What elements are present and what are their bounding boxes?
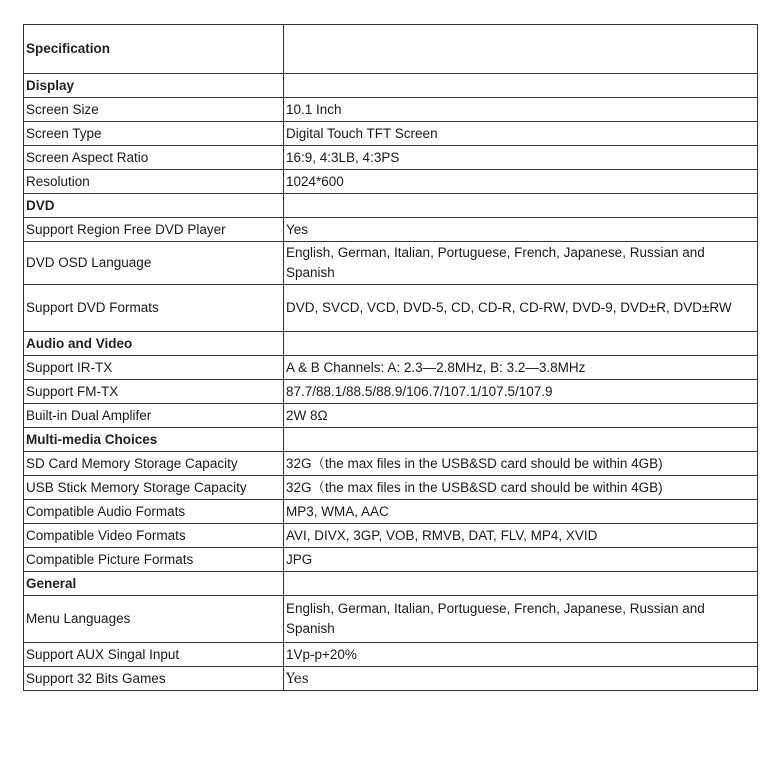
section-heading: General (24, 572, 284, 596)
spec-value: Yes (284, 218, 758, 242)
spec-label: SD Card Memory Storage Capacity (24, 452, 284, 476)
spec-value: 32G（the max files in the USB&SD card should be within 4GB) (284, 476, 758, 500)
spec-label: Screen Aspect Ratio (24, 146, 284, 170)
spec-value: 2W 8Ω (284, 404, 758, 428)
spec-label: Support FM-TX (24, 380, 284, 404)
table-row (24, 285, 758, 332)
table-row (24, 667, 758, 691)
section-blank (284, 572, 758, 596)
section-row-general (24, 572, 758, 596)
spec-value: 1024*600 (284, 170, 758, 194)
section-heading: Audio and Video (24, 332, 284, 356)
table-row (24, 452, 758, 476)
table-row (24, 380, 758, 404)
spec-value: 87.7/88.1/88.5/88.9/106.7/107.1/107.5/107.9 (284, 380, 758, 404)
section-blank (284, 332, 758, 356)
table-row (24, 170, 758, 194)
spec-value: A & B Channels: A: 2.3—2.8MHz, B: 3.2—3.8MHz (284, 356, 758, 380)
table-row (24, 596, 758, 643)
section-row-multimedia (24, 428, 758, 452)
spec-value: DVD, SVCD, VCD, DVD-5, CD, CD-R, CD-RW, DVD-9, DVD±R, DVD±RW (284, 285, 758, 332)
spec-label: DVD OSD Language (24, 242, 284, 285)
section-row-display (24, 74, 758, 98)
spec-value: English, German, Italian, Portuguese, French, Japanese, Russian and Spanish (284, 596, 758, 643)
table-header-row (24, 25, 758, 74)
table-row (24, 98, 758, 122)
table-row (24, 218, 758, 242)
section-row-dvd (24, 194, 758, 218)
table-row (24, 122, 758, 146)
section-row-audio-video (24, 332, 758, 356)
section-heading: DVD (24, 194, 284, 218)
section-heading: Display (24, 74, 284, 98)
spec-label: Screen Type (24, 122, 284, 146)
spec-value: JPG (284, 548, 758, 572)
spec-label: Compatible Video Formats (24, 524, 284, 548)
spec-value: Yes (284, 667, 758, 691)
spec-label: Resolution (24, 170, 284, 194)
spec-value: 1Vp-p+20% (284, 643, 758, 667)
table-title-blank (284, 25, 758, 74)
table-row (24, 524, 758, 548)
spec-label: USB Stick Memory Storage Capacity (24, 476, 284, 500)
table-title: Specification (24, 25, 284, 74)
spec-label: Support IR-TX (24, 356, 284, 380)
table-row (24, 643, 758, 667)
spec-value: English, German, Italian, Portuguese, French, Japanese, Russian and Spanish (284, 242, 758, 285)
spec-label: Built-in Dual Amplifer (24, 404, 284, 428)
spec-value: AVI, DIVX, 3GP, VOB, RMVB, DAT, FLV, MP4, XVID (284, 524, 758, 548)
spec-label: Support Region Free DVD Player (24, 218, 284, 242)
table-row (24, 356, 758, 380)
table-row (24, 476, 758, 500)
section-blank (284, 74, 758, 98)
section-blank (284, 428, 758, 452)
spec-label: Support DVD Formats (24, 285, 284, 332)
table-row (24, 146, 758, 170)
spec-label: Compatible Audio Formats (24, 500, 284, 524)
specification-table (23, 24, 758, 691)
spec-label: Menu Languages (24, 596, 284, 643)
table-row (24, 500, 758, 524)
table-row (24, 404, 758, 428)
section-blank (284, 194, 758, 218)
spec-value: 16:9, 4:3LB, 4:3PS (284, 146, 758, 170)
section-heading: Multi-media Choices (24, 428, 284, 452)
spec-value: 10.1 Inch (284, 98, 758, 122)
spec-label: Support 32 Bits Games (24, 667, 284, 691)
table-row (24, 242, 758, 285)
spec-value: MP3, WMA, AAC (284, 500, 758, 524)
spec-label: Support AUX Singal Input (24, 643, 284, 667)
spec-label: Screen Size (24, 98, 284, 122)
spec-label: Compatible Picture Formats (24, 548, 284, 572)
table-row (24, 548, 758, 572)
spec-value: 32G（the max files in the USB&SD card should be within 4GB) (284, 452, 758, 476)
spec-value: Digital Touch TFT Screen (284, 122, 758, 146)
